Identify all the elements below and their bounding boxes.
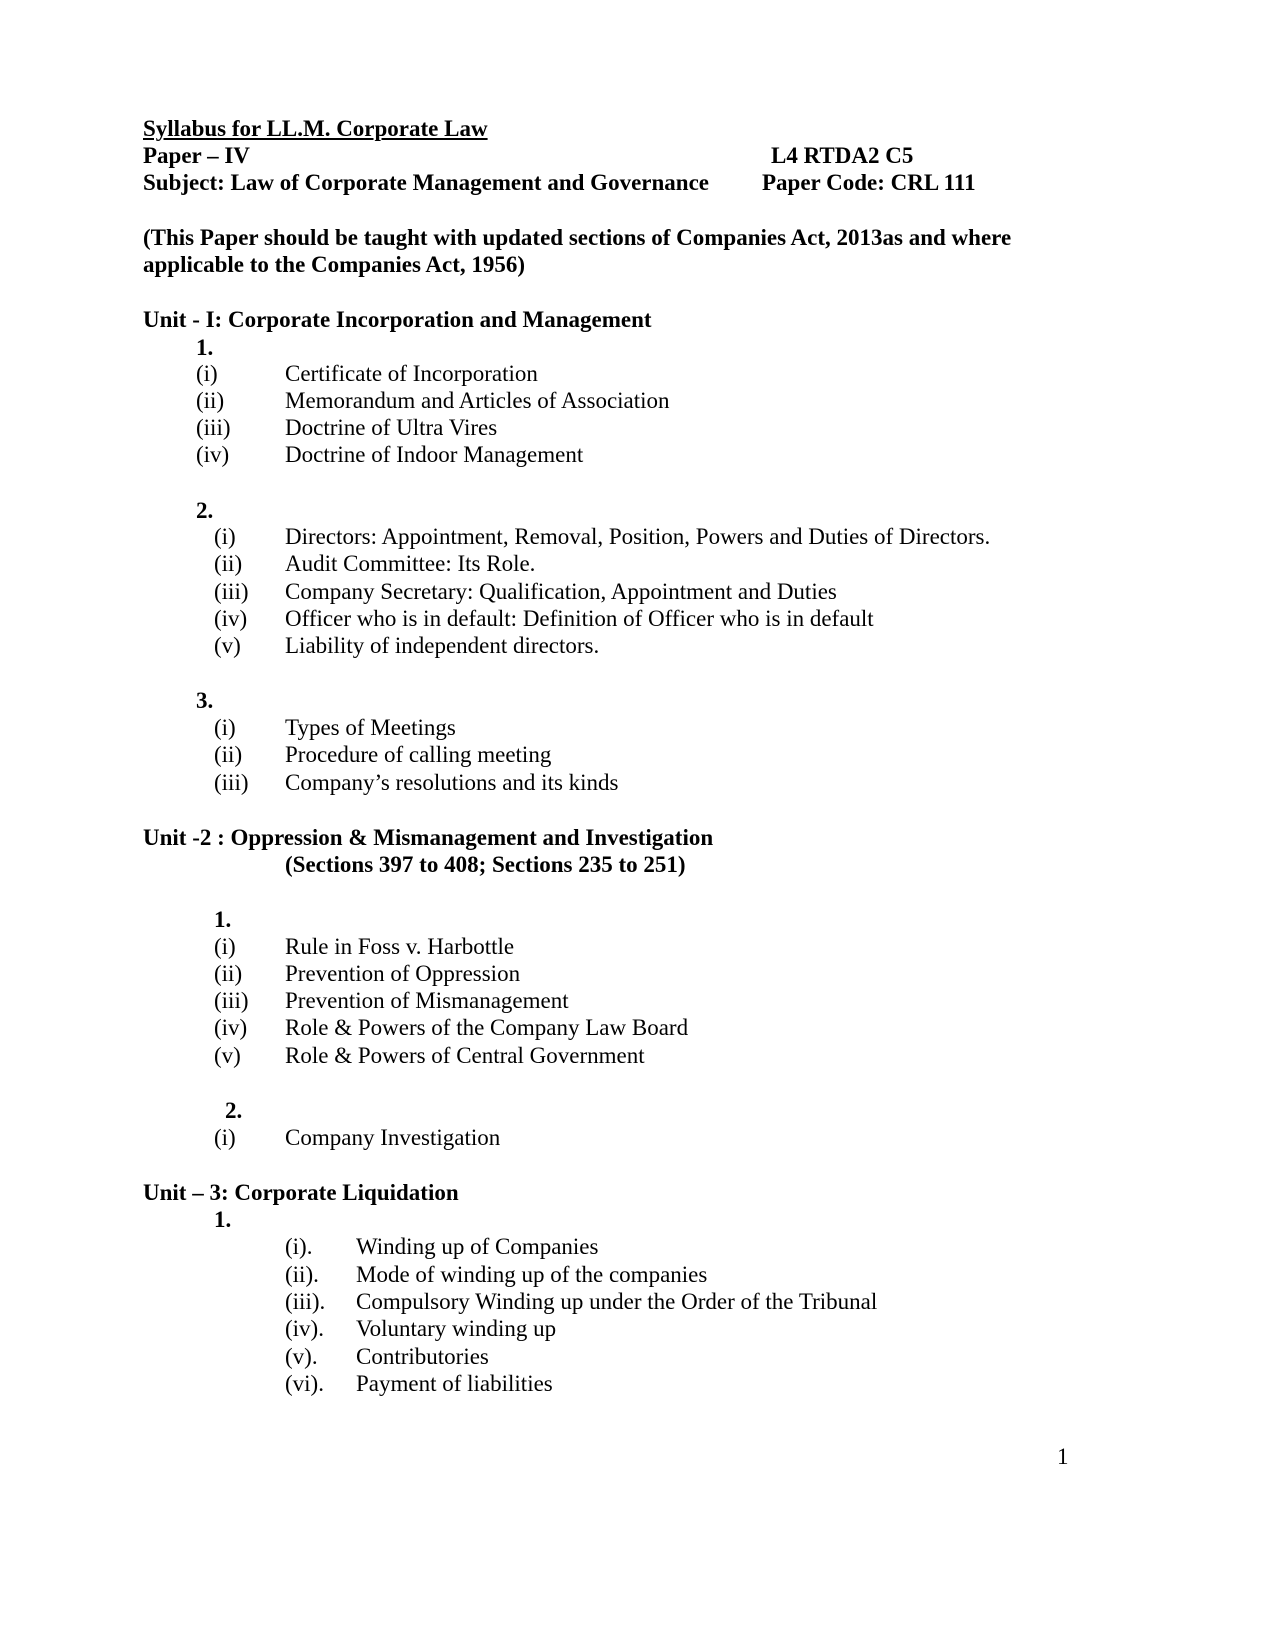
item-text: Doctrine of Ultra Vires — [285, 415, 498, 440]
item-number: (iii) — [196, 415, 231, 440]
item-number: (i) — [214, 715, 236, 740]
item-number: (i) — [196, 361, 218, 386]
item-text: Role & Powers of Central Government — [285, 1043, 645, 1068]
item-number: (iii) — [214, 579, 249, 604]
item-text: Officer who is in default: Definition of Officer who is in default — [285, 606, 874, 631]
unit-1-heading: Unit - I: Corporate Incorporation and Management — [143, 307, 652, 332]
syllabus-title: Syllabus for LL.M. Corporate Law — [143, 116, 488, 141]
item-number: (i). — [285, 1234, 313, 1259]
unit-2-group-2-number: 2. — [225, 1098, 243, 1123]
item-number: (iii) — [214, 770, 249, 795]
paper-number: Paper – IV — [143, 143, 250, 168]
item-text: Directors: Appointment, Removal, Position, Powers and Duties of Directors. — [285, 524, 991, 549]
item-text: Company Investigation — [285, 1125, 501, 1150]
item-number: (vi). — [285, 1371, 324, 1396]
item-number: (iii). — [285, 1289, 326, 1314]
note-line-1: (This Paper should be taught with updated sections of Companies Act, 2013as and where — [143, 225, 1012, 250]
item-text: Prevention of Mismanagement — [285, 988, 569, 1013]
item-text: Voluntary winding up — [356, 1316, 557, 1341]
unit-2-subheading: (Sections 397 to 408; Sections 235 to 251) — [285, 852, 686, 877]
item-text: Certificate of Incorporation — [285, 361, 538, 386]
item-text: Company Secretary: Qualification, Appointment and Duties — [285, 579, 837, 604]
item-text: Types of Meetings — [285, 715, 456, 740]
item-number: (ii) — [196, 388, 225, 413]
item-text: Company’s resolutions and its kinds — [285, 770, 619, 795]
item-number: (iv) — [214, 1015, 248, 1040]
item-number: (ii) — [214, 742, 243, 767]
item-text: Procedure of calling meeting — [285, 742, 552, 767]
item-text: Liability of independent directors. — [285, 633, 600, 658]
item-number: (i) — [214, 524, 236, 549]
item-number: (iv) — [214, 606, 248, 631]
unit-3-heading: Unit – 3: Corporate Liquidation — [143, 1180, 459, 1205]
unit-2-group-1-number: 1. — [214, 907, 232, 932]
item-number: (ii) — [214, 551, 243, 576]
item-text: Payment of liabilities — [356, 1371, 553, 1396]
paper-code: Paper Code: CRL 111 — [762, 170, 976, 195]
item-text: Rule in Foss v. Harbottle — [285, 934, 515, 959]
item-number: (v) — [214, 1043, 241, 1068]
page-number: 1 — [1057, 1444, 1069, 1469]
item-number: (iv) — [196, 442, 230, 467]
item-text: Compulsory Winding up under the Order of the Tribunal — [356, 1289, 878, 1314]
item-text: Prevention of Oppression — [285, 961, 521, 986]
note-line-2: applicable to the Companies Act, 1956) — [143, 252, 526, 277]
item-number: (ii) — [214, 961, 243, 986]
subject-line: Subject: Law of Corporate Management and Governance — [143, 170, 709, 195]
item-number: (iii) — [214, 988, 249, 1013]
item-number: (i) — [214, 934, 236, 959]
item-text: Memorandum and Articles of Association — [285, 388, 670, 413]
unit-2-heading: Unit -2 : Oppression & Mismanagement and Investigation — [143, 825, 714, 850]
reference-code: L4 RTDA2 C5 — [771, 143, 914, 168]
item-number: (iv). — [285, 1316, 324, 1341]
item-text: Contributories — [356, 1344, 489, 1369]
unit-1-group-2-number: 2. — [196, 498, 214, 523]
unit-1-group-1-number: 1. — [196, 335, 214, 360]
unit-3-group-1-number: 1. — [214, 1207, 232, 1232]
item-number: (ii). — [285, 1262, 319, 1287]
unit-1-group-3-number: 3. — [196, 688, 214, 713]
item-text: Mode of winding up of the companies — [356, 1262, 708, 1287]
item-text: Winding up of Companies — [356, 1234, 599, 1259]
item-text: Doctrine of Indoor Management — [285, 442, 584, 467]
item-number: (v) — [214, 633, 241, 658]
item-text: Audit Committee: Its Role. — [285, 551, 536, 576]
item-number: (v). — [285, 1344, 318, 1369]
item-text: Role & Powers of the Company Law Board — [285, 1015, 689, 1040]
item-number: (i) — [214, 1125, 236, 1150]
